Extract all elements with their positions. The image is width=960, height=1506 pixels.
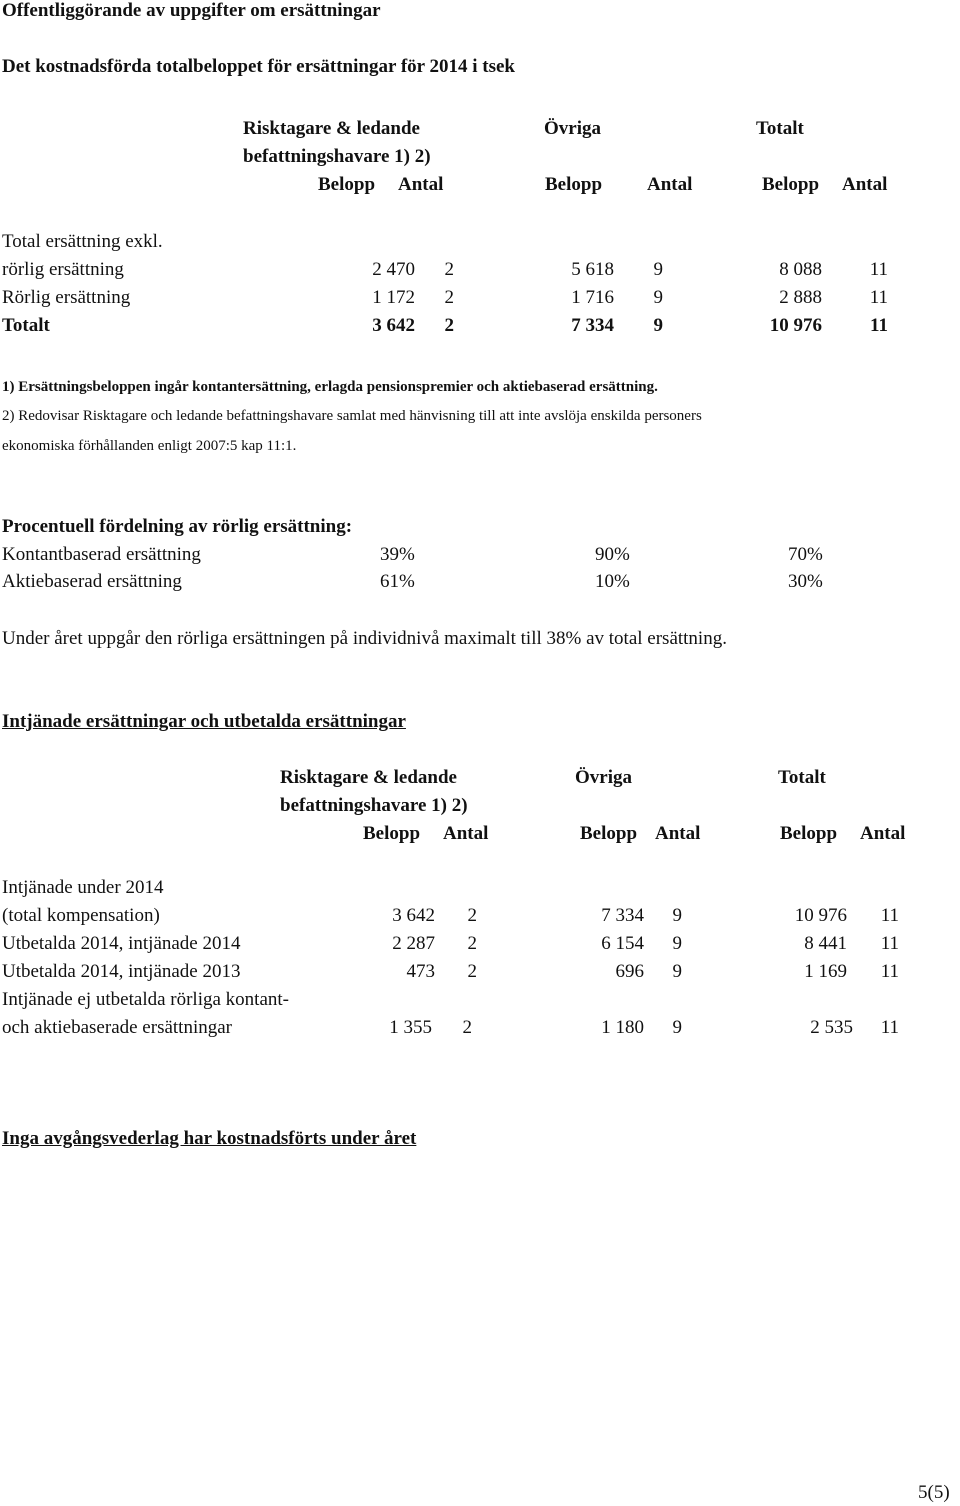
t2-row3-label: Intjänade ej utbetalda rörliga kontant- <box>2 989 289 1010</box>
t1-cell: 5 618 <box>571 259 614 280</box>
distribution-value: 61% <box>380 571 415 592</box>
t2-cell: 9 <box>672 961 682 982</box>
t1-cell: 2 <box>444 287 454 308</box>
t2-cell: 2 287 <box>392 933 435 954</box>
t2-cell: 9 <box>672 1017 682 1038</box>
distribution-value: 39% <box>380 544 415 565</box>
t1-row0-label: Total ersättning exkl. <box>2 231 163 252</box>
t1-cell: 2 470 <box>372 259 415 280</box>
t2-cell: 2 <box>467 933 477 954</box>
t1-col-belopp-1: Belopp <box>318 174 376 195</box>
t2-cell: 11 <box>880 905 899 926</box>
t2-cell: 473 <box>406 961 435 982</box>
t2-cell: 3 642 <box>392 905 435 926</box>
t1-group-right: Totalt <box>756 118 804 139</box>
section-subtitle: Det kostnadsförda totalbeloppet för ersättningar för 2014 i tsek <box>2 56 515 77</box>
t2-group-left-line2: befattningshavare 1) 2) <box>280 795 468 816</box>
t2-col-antal-2: Antal <box>655 823 701 844</box>
t2-cell: 9 <box>672 933 682 954</box>
t2-cell: 2 <box>467 961 477 982</box>
t1-row-label: Totalt <box>2 315 50 336</box>
t2-cell: 11 <box>880 961 899 982</box>
distribution-note: Under året uppgår den rörliga ersättningen på individnivå maximalt till 38% av total ersättning. <box>2 628 727 649</box>
t1-cell: 9 <box>653 315 663 336</box>
t1-cell: 9 <box>653 259 663 280</box>
t1-col-antal-1: Antal <box>398 174 444 195</box>
t2-cell: 1 355 <box>389 1017 432 1038</box>
distribution-value: 30% <box>788 571 823 592</box>
t2-cell: 11 <box>880 1017 899 1038</box>
t1-group-mid: Övriga <box>544 118 601 139</box>
section-heading-earned: Intjänade ersättningar och utbetalda ersättningar <box>2 711 406 732</box>
t1-cell: 11 <box>869 259 888 280</box>
distribution-label: Kontantbaserad ersättning <box>2 544 201 565</box>
distribution-heading: Procentuell fördelning av rörlig ersättning: <box>2 516 353 537</box>
t2-group-right: Totalt <box>778 767 826 788</box>
t2-col-belopp-3: Belopp <box>780 823 838 844</box>
t2-row-label: och aktiebaserade ersättningar <box>2 1017 232 1038</box>
t2-col-belopp-1: Belopp <box>363 823 421 844</box>
distribution-label: Aktiebaserad ersättning <box>2 571 182 592</box>
t1-cell: 8 088 <box>779 259 822 280</box>
t2-cell: 2 <box>462 1017 472 1038</box>
t1-row-label: Rörlig ersättning <box>2 287 131 308</box>
t2-cell: 1 180 <box>601 1017 644 1038</box>
t1-group-left-line2: befattningshavare 1) 2) <box>243 146 431 167</box>
t1-group-left-line1: Risktagare & ledande <box>243 118 420 139</box>
t1-cell: 10 976 <box>769 315 822 336</box>
t1-cell: 11 <box>869 287 888 308</box>
t2-cell: 696 <box>615 961 644 982</box>
t2-row-label: Utbetalda 2014, intjänade 2013 <box>2 961 241 982</box>
t2-cell: 9 <box>672 905 682 926</box>
t2-col-antal-1: Antal <box>443 823 489 844</box>
t1-cell: 11 <box>870 315 888 336</box>
distribution-value: 90% <box>595 544 630 565</box>
t2-cell: 10 976 <box>794 905 847 926</box>
distribution-value: 70% <box>788 544 823 565</box>
t2-col-antal-3: Antal <box>860 823 906 844</box>
footnote-2a: 2) Redovisar Risktagare och ledande befattningshavare samlat med hänvisning till att inte avslöja enskilda personers <box>2 408 702 424</box>
closing-statement: Inga avgångsvederlag har kostnadsförts under året <box>2 1128 417 1149</box>
t2-cell: 7 334 <box>601 905 644 926</box>
t2-col-belopp-2: Belopp <box>580 823 638 844</box>
distribution-value: 10% <box>595 571 630 592</box>
t1-cell: 2 888 <box>779 287 822 308</box>
t1-cell: 3 642 <box>372 315 415 336</box>
t1-col-antal-3: Antal <box>842 174 888 195</box>
t2-group-mid: Övriga <box>575 767 632 788</box>
page-number: 5(5) <box>918 1482 950 1503</box>
t2-cell: 8 441 <box>804 933 847 954</box>
t2-row-label: Utbetalda 2014, intjänade 2014 <box>2 933 241 954</box>
t1-col-belopp-2: Belopp <box>545 174 603 195</box>
t2-row-label: (total kompensation) <box>2 905 160 926</box>
t1-cell: 1 172 <box>372 287 415 308</box>
t1-cell: 9 <box>653 287 663 308</box>
t1-col-antal-2: Antal <box>647 174 693 195</box>
t1-row-label: rörlig ersättning <box>2 259 124 280</box>
t1-cell: 1 716 <box>571 287 614 308</box>
t2-cell: 2 <box>467 905 477 926</box>
t2-row0-label: Intjänade under 2014 <box>2 877 164 898</box>
t1-col-belopp-3: Belopp <box>762 174 820 195</box>
t1-cell: 2 <box>444 259 454 280</box>
t2-cell: 6 154 <box>601 933 644 954</box>
page-title: Offentliggörande av uppgifter om ersättningar <box>2 0 381 21</box>
footnote-2b: ekonomiska förhållanden enligt 2007:5 kap 11:1. <box>2 438 297 454</box>
t2-cell: 1 169 <box>804 961 847 982</box>
t2-cell: 2 535 <box>810 1017 853 1038</box>
t1-cell: 7 334 <box>571 315 614 336</box>
footnote-1: 1) Ersättningsbeloppen ingår kontantersättning, erlagda pensionspremier och aktiebaserad ersättning. <box>2 379 658 395</box>
t2-cell: 11 <box>880 933 899 954</box>
t2-group-left-line1: Risktagare & ledande <box>280 767 457 788</box>
t1-cell: 2 <box>444 315 454 336</box>
